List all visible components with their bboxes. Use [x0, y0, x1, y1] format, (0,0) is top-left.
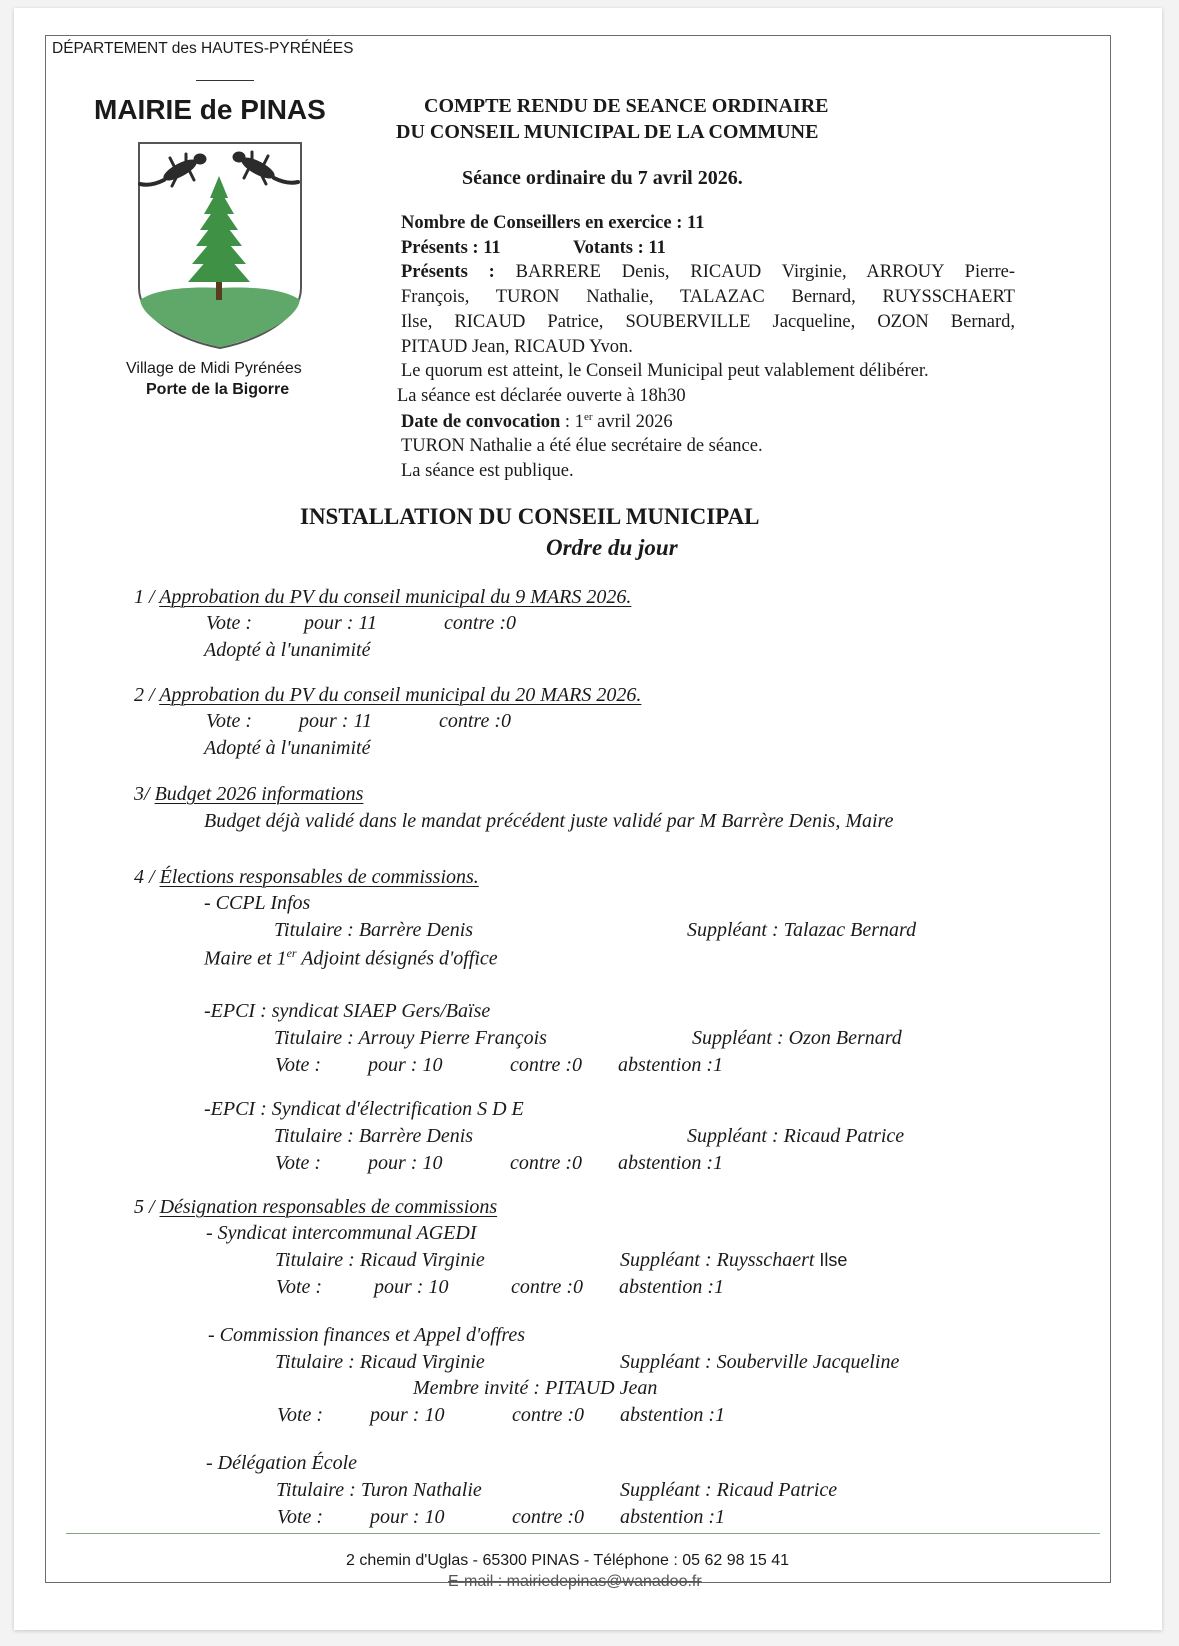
vote-abstention: abstention :1	[618, 1152, 723, 1174]
vote-label: Vote :	[277, 1506, 324, 1528]
commission-name: - Syndicat intercommunal AGEDI	[206, 1222, 477, 1244]
vote-abstention: abstention :1	[619, 1276, 724, 1298]
agenda-item-3-title: 3/ Budget 2026 informations	[134, 783, 364, 805]
designation-note: Maire et 1er Adjoint désignés d'office	[204, 946, 498, 970]
titulaire: Titulaire : Ricaud Virginie	[275, 1351, 485, 1373]
commission-name: - CCPL Infos	[204, 892, 311, 914]
vote-pour: pour : 10	[368, 1054, 443, 1076]
suppleant: Suppléant : Ricaud Patrice	[687, 1125, 905, 1147]
tagline: Porte de la Bigorre	[146, 381, 290, 398]
installation-heading: INSTALLATION DU CONSEIL MUNICIPAL	[300, 504, 760, 529]
quorum-text: Le quorum est atteint, le Conseil Municipal peut valablement délibérer.	[401, 361, 929, 381]
vote-result: Adopté à l'unanimité	[204, 737, 371, 759]
budget-text: Budget déjà validé dans le mandat précédent juste validé par M Barrère Denis, Maire	[204, 810, 894, 832]
vote-label: Vote :	[275, 1054, 322, 1076]
seance-date: Séance ordinaire du 7 avril 2026.	[462, 167, 743, 189]
footer-divider	[66, 1533, 1100, 1534]
votants-count: Votants : 11	[573, 238, 666, 258]
vote-contre: contre :0	[444, 612, 517, 634]
vote-label: Vote :	[206, 612, 253, 634]
suppleant: Suppléant : Talazac Bernard	[687, 919, 917, 941]
vote-contre: contre :0	[439, 710, 512, 732]
vote-abstention: abstention :1	[620, 1404, 725, 1426]
village-line: Village de Midi Pyrénées	[126, 360, 302, 377]
suppleant: Suppléant : Ozon Bernard	[692, 1027, 902, 1049]
report-title-line1: COMPTE RENDU DE SEANCE ORDINAIRE	[424, 95, 829, 117]
footer-address: 2 chemin d'Uglas - 65300 PINAS - Téléphone : 05 62 98 15 41	[346, 1552, 790, 1569]
vote-result: Adopté à l'unanimité	[204, 639, 371, 661]
vote-pour: pour : 10	[370, 1404, 445, 1426]
agenda-item-4-title: 4 / Élections responsables de commissions.	[134, 866, 479, 888]
header-divider	[196, 80, 254, 81]
vote-pour: pour : 10	[374, 1276, 449, 1298]
presents-list-line: François, TURON Nathalie, TALAZAC Bernard, RUYSSCHAERT	[401, 287, 1015, 307]
vote-contre: contre :0	[510, 1054, 583, 1076]
vote-label: Vote :	[276, 1276, 323, 1298]
commission-name: - Commission finances et Appel d'offres	[208, 1324, 526, 1346]
vote-pour: pour : 11	[304, 612, 377, 634]
vote-contre: contre :0	[510, 1152, 583, 1174]
presents-list-line: PITAUD Jean, RICAUD Yvon.	[401, 337, 633, 357]
vote-pour: pour : 11	[299, 710, 372, 732]
vote-contre: contre :0	[511, 1276, 584, 1298]
agenda-item-2-title: 2 / Approbation du PV du conseil municipal du 20 MARS 2026.	[134, 684, 642, 706]
commission-name: -EPCI : syndicat SIAEP Gers/Baïse	[204, 1000, 491, 1022]
commission-name: - Délégation École	[206, 1452, 358, 1474]
suppleant: Suppléant : Souberville Jacqueline	[620, 1351, 900, 1373]
agenda-item-1-title: 1 / Approbation du PV du conseil municipal du 9 MARS 2026.	[134, 586, 632, 608]
vote-pour: pour : 10	[370, 1506, 445, 1528]
conseillers-row: Nombre de Conseillers en exercice : 11	[401, 213, 705, 233]
agenda-item-5-title: 5 / Désignation responsables de commissions	[134, 1196, 498, 1218]
ordre-du-jour-heading: Ordre du jour	[546, 535, 678, 560]
vote-abstention: abstention :1	[620, 1506, 725, 1528]
footer-email: E-mail : mairiedepinas@wanadoo.fr	[448, 1573, 702, 1590]
coat-of-arms-icon	[136, 140, 308, 355]
vote-abstention: abstention :1	[618, 1054, 723, 1076]
vote-contre: contre :0	[512, 1506, 585, 1528]
titulaire: Titulaire : Ricaud Virginie	[275, 1249, 485, 1271]
titulaire: Titulaire : Barrère Denis	[274, 919, 474, 941]
vote-contre: contre :0	[512, 1404, 585, 1426]
ouverture-text: La séance est déclarée ouverte à 18h30	[397, 386, 686, 406]
vote-label: Vote :	[277, 1404, 324, 1426]
report-title-line2: DU CONSEIL MUNICIPAL DE LA COMMUNE	[396, 121, 819, 143]
membre-invite: Membre invité : PITAUD Jean	[413, 1377, 658, 1399]
department-label: DÉPARTEMENT des HAUTES-PYRÉNÉES	[52, 40, 354, 57]
presents-count: Présents : 11	[401, 238, 501, 258]
titulaire: Titulaire : Arrouy Pierre François	[274, 1027, 547, 1049]
presents-list-line: Ilse, RICAUD Patrice, SOUBERVILLE Jacqueline, OZON Bernard,	[401, 312, 1015, 332]
presents-list-line: Présents : BARRERE Denis, RICAUD Virginie, ARROUY Pierre-	[401, 262, 1015, 282]
convocation-row: Date de convocation : 1er avril 2026	[401, 411, 673, 433]
suppleant: Suppléant : Ricaud Patrice	[620, 1479, 838, 1501]
publique-text: La séance est publique.	[401, 461, 574, 481]
commission-name: -EPCI : Syndicat d'électrification S D E	[204, 1098, 524, 1120]
vote-label: Vote :	[206, 710, 253, 732]
vote-label: Vote :	[275, 1152, 322, 1174]
titulaire: Titulaire : Turon Nathalie	[276, 1479, 482, 1501]
vote-pour: pour : 10	[368, 1152, 443, 1174]
secretaire-text: TURON Nathalie a été élue secrétaire de séance.	[401, 436, 763, 456]
titulaire: Titulaire : Barrère Denis	[274, 1125, 474, 1147]
mairie-title: MAIRIE de PINAS	[94, 94, 326, 125]
suppleant: Suppléant : Ruysschaert Ilse	[620, 1249, 848, 1271]
